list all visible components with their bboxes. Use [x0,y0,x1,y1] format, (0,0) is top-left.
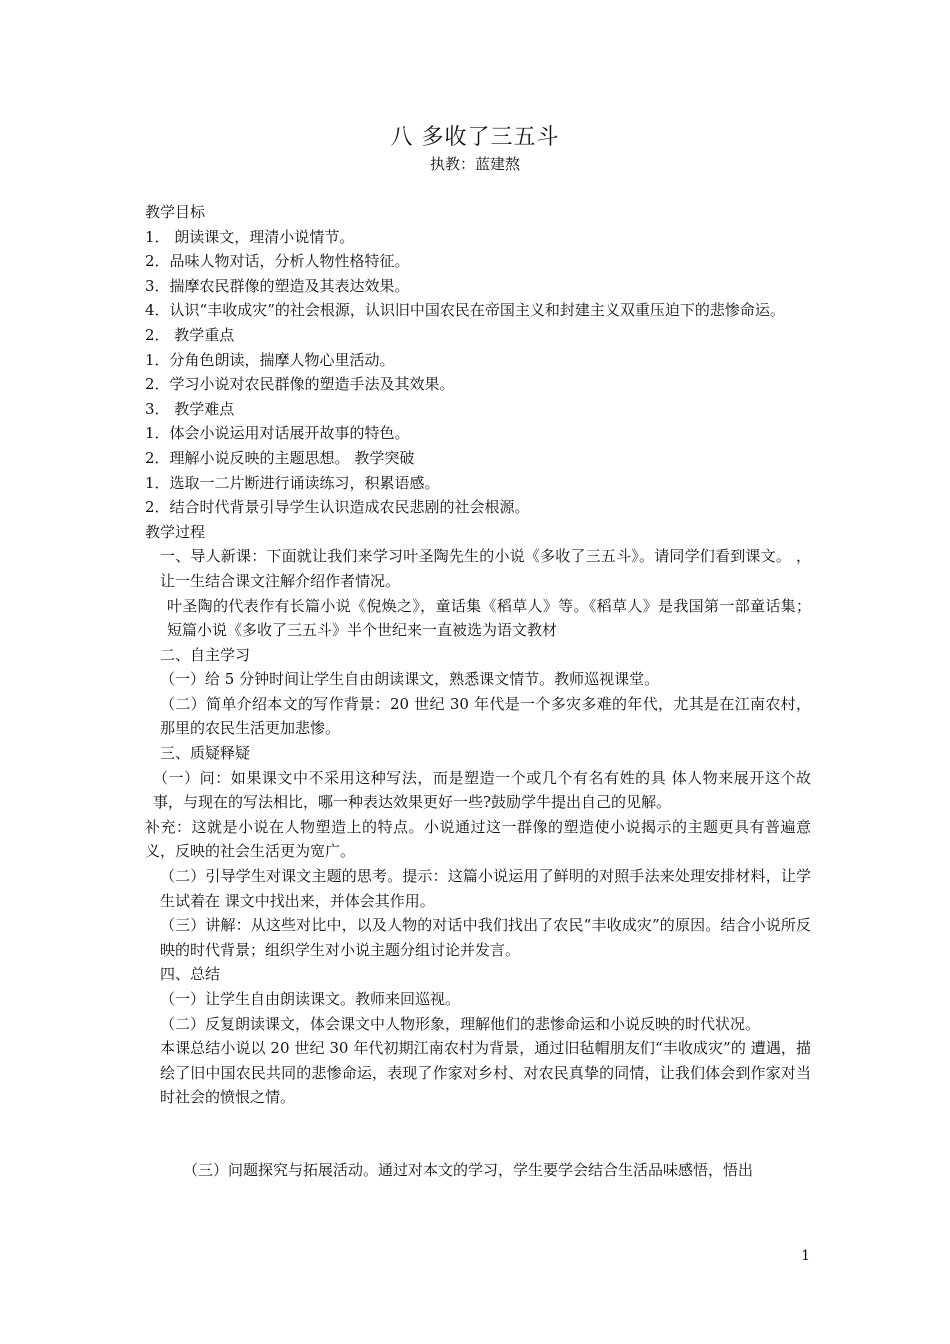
section-heading-self-study: 二、自主学习 [160,645,251,664]
paragraph: 叶圣陶的代表作有长篇小说《倪焕之》，童话集《稻草人》等。《稻草人》是我国第一部童话集；短篇小说《多收了三五斗》半个世纪来一直被选为语文教材 [167,596,811,640]
paragraph: 1．分角色朗读，揣摩人物心里活动。 [145,350,395,369]
paragraph: 1．体会小说运用对话展开故事的特色。 [145,424,410,443]
section-heading-summary: 四、总结 [160,965,221,984]
paragraph: 补充：这就是小说在人物塑造上的特点。小说通过这一群像的塑造使小说揭示的主题更具有普遍意义，反映的社会生活更为宽广。 [145,817,811,861]
paragraph: （二）引导学生对课文主题的思考。提示：这篇小说运用了鲜明的对照手法来处理安排材料，让学生试着在 课文中找出来，并体会其作用。 [160,867,811,910]
spacer [145,1110,811,1158]
paragraph: （一）给 5 分钟时间让学生自由朗读课文，熟悉课文情节。教师巡视课堂。 [160,670,660,689]
paragraph: （三）问题探究与拓展活动。通过对本文的学习，学生要学会结合生活品味感悟，悟出 [183,1160,754,1179]
document-body [145,200,811,1183]
section-heading-questions: 三、质疑释疑 [160,744,251,763]
section-heading-key-points: 2． 教学重点 [145,325,235,344]
section-heading-goals: 教学目标 [145,203,206,221]
paragraph: 本课总结小说以 20 世纪 30 年代初期江南农村为背景，通过旧毡帽朋友们“丰收成灾”的 遭遇，描绘了旧中国农民共同的悲惨命运，表现了作家对乡村、对农民真挚的同情，让我们体会到作家对当时社会的愤恨之情。 [160,1039,811,1107]
paragraph: 2．品味人物对话，分析人物性格特征。 [145,252,410,271]
paragraph: 1．选取一二片断进行诵读练习，积累语感。 [145,473,440,492]
paragraph: 1． 朗读课文，理清小说情节。 [145,227,355,246]
paragraph: （二）反复朗读课文，体会课文中人物形象，理解他们的悲惨命运和小说反映的时代状况。 [160,1014,761,1033]
page-number: 1 [801,1248,810,1264]
document-subtitle: 执教：蓝建熬 [429,155,520,173]
paragraph: 2．结合时代背景引导学生认识造成农民悲剧的社会根源。 [145,498,530,517]
paragraph: （二）简单介绍本文的写作背景：20 世纪 30 年代是一个多灾多难的年代，尤其是在江南农村，那里的农民生活更加悲惨。 [160,694,811,738]
paragraph: 4．认识“丰收成灾”的社会根源，认识旧中国农民在帝国主义和封建主义双重压迫下的悲惨命运。 [145,301,785,320]
paragraph: （三）讲解：从这些对比中，以及人物的对话中我们找出了农民“丰收成灾”的原因。结合小说所反映的时代背景；组织学生对小说主题分组讨论并发言。 [160,916,811,959]
paragraph: 2．理解小说反映的主题思想。 教学突破 [145,448,415,467]
document-title: 八 多收了三五斗 [390,125,560,150]
paragraph: 2．学习小说对农民群像的塑造手法及其效果。 [145,375,455,394]
section-heading-difficulties: 3． 教学难点 [145,399,235,418]
paragraph: （一）问：如果课文中不采用这种写法，而是塑造一个或几个有名有姓的具 体人物来展开这个故事，与现在的写法相比，哪一种表达效果更好一些?鼓励学牛提出自己的见解。 [153,768,811,812]
paragraph: （一）让学生自由朗读课文。教师来回巡视。 [160,990,461,1008]
section-heading-process: 教学过程 [145,522,206,541]
paragraph: 一、导人新课：下面就让我们来学习叶圣陶先生的小说《多收了三五斗》。请同学们看到课文。 ，让一生结合课文注解介绍作者情况。 [160,547,811,590]
paragraph: 3．揣摩农民群像的塑造及其表达效果。 [145,276,410,295]
